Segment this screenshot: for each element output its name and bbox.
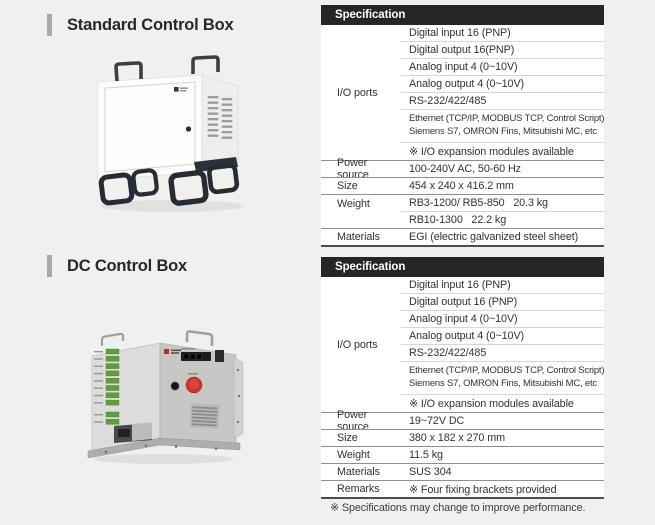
spec-table-body bbox=[321, 25, 604, 247]
handle-left bbox=[102, 334, 123, 346]
row-value-size: 380 x 182 x 270 mm bbox=[401, 429, 604, 446]
row-label-io-ports: I/O ports bbox=[337, 86, 378, 99]
row-label-weight: Weight bbox=[321, 446, 401, 463]
spec-table-header: Specification bbox=[321, 5, 604, 25]
ethernet-line1: Ethernet (TCP/IP, MODBUS TCP, Control Script) bbox=[409, 113, 604, 125]
io-row: Analog input 4 (0~10V) bbox=[401, 311, 604, 328]
ethernet-line2: Siemens S7, OMRON Fins, Mitsubishi MC, etc bbox=[409, 378, 597, 389]
shadow bbox=[94, 454, 234, 464]
handle-right bbox=[187, 331, 212, 346]
row-value-power-source: 19~72V DC bbox=[401, 412, 604, 429]
hinge-plate bbox=[234, 358, 243, 438]
spec-table-body bbox=[321, 277, 604, 499]
io-row-ethernet bbox=[401, 362, 604, 395]
row-value-size: 454 x 240 x 416.2 mm bbox=[401, 177, 604, 194]
ethernet-line2: Siemens S7, OMRON Fins, Mitsubishi MC, etc bbox=[409, 126, 597, 137]
vent-grille bbox=[189, 403, 219, 428]
door-knob bbox=[186, 126, 191, 131]
bottom-connector bbox=[114, 423, 152, 444]
io-row: Digital input 16 (PNP) bbox=[401, 277, 604, 294]
section-standard-title bbox=[47, 14, 234, 36]
power-button bbox=[171, 382, 179, 390]
row-value-power-source: 100-240V AC, 50-60 Hz bbox=[401, 160, 604, 177]
io-row: Analog output 4 (0~10V) bbox=[401, 328, 604, 345]
row-label-power-source: Power source bbox=[321, 160, 401, 177]
row-label-weight: Weight bbox=[321, 194, 401, 228]
io-row: Analog output 4 (0~10V) bbox=[401, 76, 604, 93]
spec-table-header: Specification bbox=[321, 257, 604, 277]
section-dc-title bbox=[47, 255, 187, 277]
standard-spec-table bbox=[321, 5, 604, 247]
io-row-note: ※ I/O expansion modules available bbox=[409, 146, 574, 158]
row-label-materials: Materials bbox=[321, 228, 401, 245]
row-value-weight-2: RB10-1300 22.2 kg bbox=[401, 211, 604, 228]
title-accent-bar bbox=[47, 255, 52, 277]
io-row: RS-232/422/485 bbox=[401, 345, 604, 362]
title-accent-bar bbox=[47, 14, 52, 36]
dc-control-box-photo bbox=[84, 328, 249, 468]
page-footnote: ※ Specifications may change to improve performance. bbox=[330, 502, 586, 514]
row-label-size: Size bbox=[321, 429, 401, 446]
io-row: Digital input 16 (PNP) bbox=[401, 25, 604, 42]
row-value-materials: EGI (electric galvanized steel sheet) bbox=[401, 228, 604, 245]
io-row: Digital output 16 (PNP) bbox=[401, 294, 604, 311]
io-row-note: ※ I/O expansion modules available bbox=[409, 398, 574, 410]
row-label-power-source: Power source bbox=[321, 412, 401, 429]
row-label-io-ports: I/O ports bbox=[337, 338, 378, 351]
row-value-materials: SUS 304 bbox=[401, 463, 604, 480]
row-value-remarks: ※ Four fixing brackets provided bbox=[401, 480, 604, 497]
standard-control-box-photo bbox=[90, 54, 258, 216]
io-row: Analog input 4 (0~10V) bbox=[401, 59, 604, 76]
page-title: DC Control Box bbox=[67, 256, 188, 275]
handle-left bbox=[116, 63, 141, 81]
dc-spec-table bbox=[321, 257, 604, 499]
row-label-materials: Materials bbox=[321, 463, 401, 480]
row-label-remarks: Remarks bbox=[321, 480, 401, 497]
row-label-size: Size bbox=[321, 177, 401, 194]
io-row: RS-232/422/485 bbox=[401, 93, 604, 110]
io-row-ethernet bbox=[401, 110, 604, 143]
row-value-weight: 11.5 kg bbox=[401, 446, 604, 463]
row-value-weight-1: RB3-1200/ RB5-850 20.3 kg bbox=[401, 194, 604, 211]
page-title: Standard Control Box bbox=[67, 15, 234, 34]
io-row: Digital output 16(PNP) bbox=[401, 42, 604, 59]
ethernet-line1: Ethernet (TCP/IP, MODBUS TCP, Control Script) bbox=[409, 365, 604, 377]
handle-right bbox=[193, 57, 218, 74]
